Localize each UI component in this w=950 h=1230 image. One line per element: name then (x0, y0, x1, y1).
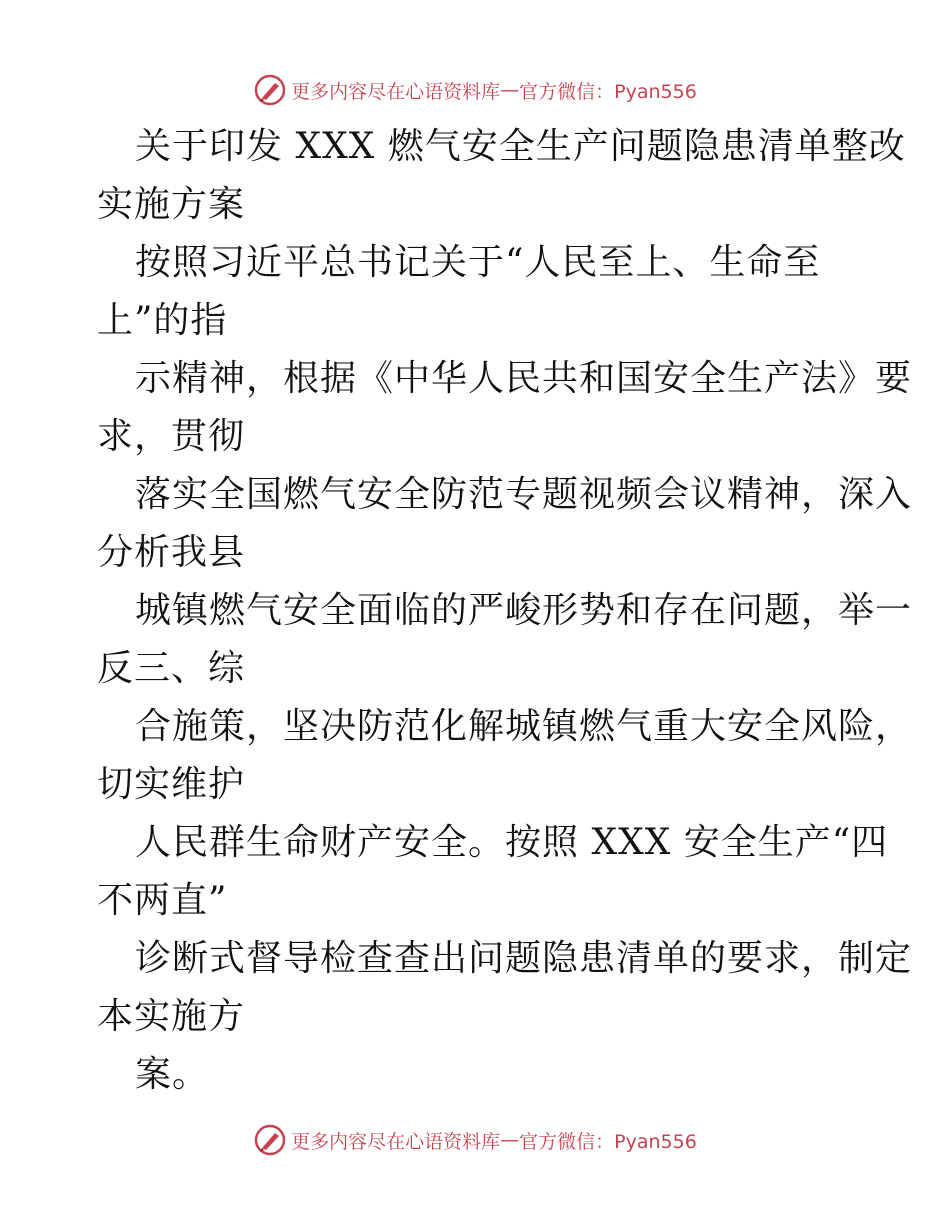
doc-paragraph-line: 城镇燃气安全面临的严峻形势和存在问题，举一 (135, 590, 913, 631)
watermark-text: 更多内容尽在心语资料库 (291, 80, 501, 103)
doc-title-line-2: 实施方案 (97, 184, 246, 225)
doc-paragraph-line: 上”的指 (97, 300, 228, 341)
watermark-banner-bottom (0, 1120, 950, 1160)
watermark-separator: — (500, 79, 520, 101)
doc-paragraph-line: 示精神，根据《中华人民共和国安全生产法》要 (135, 358, 913, 399)
doc-paragraph-line: 切实维护 (97, 764, 246, 805)
doc-paragraph-line: 按照习近平总书记关于“人民至上、生命至 (135, 242, 821, 283)
doc-paragraph-line: 反三、综 (97, 648, 246, 689)
watermark-banner-top (0, 70, 950, 110)
watermark-separator: — (500, 1129, 520, 1151)
doc-paragraph-line: 求，贯彻 (97, 416, 246, 457)
doc-paragraph-line: 落实全国燃气安全防范专题视频会议精神，深入 (135, 474, 913, 515)
pen-logo-icon (253, 1123, 287, 1157)
watermark-wechat: 官方微信：Pyan556 (519, 1130, 697, 1153)
doc-title-line-1: 关于印发 XXX 燃气安全生产问题隐患清单整改 (135, 126, 906, 167)
pen-logo-icon (253, 73, 287, 107)
watermark-text: 更多内容尽在心语资料库 (291, 1130, 501, 1153)
doc-paragraph-line: 合施策，坚决防范化解城镇燃气重大安全风险， (135, 706, 913, 747)
doc-paragraph-line: 诊断式督导检查查出问题隐患清单的要求，制定 (135, 938, 913, 979)
doc-paragraph-line: 人民群生命财产安全。按照 XXX 安全生产“四 (135, 822, 889, 863)
watermark-wechat: 官方微信：Pyan556 (519, 80, 697, 103)
doc-paragraph-line: 案。 (135, 1054, 210, 1095)
document-body (97, 118, 913, 1104)
doc-paragraph-line: 分析我县 (97, 532, 246, 573)
doc-paragraph-line: 不两直” (97, 880, 228, 921)
doc-paragraph-line: 本实施方 (97, 996, 246, 1037)
